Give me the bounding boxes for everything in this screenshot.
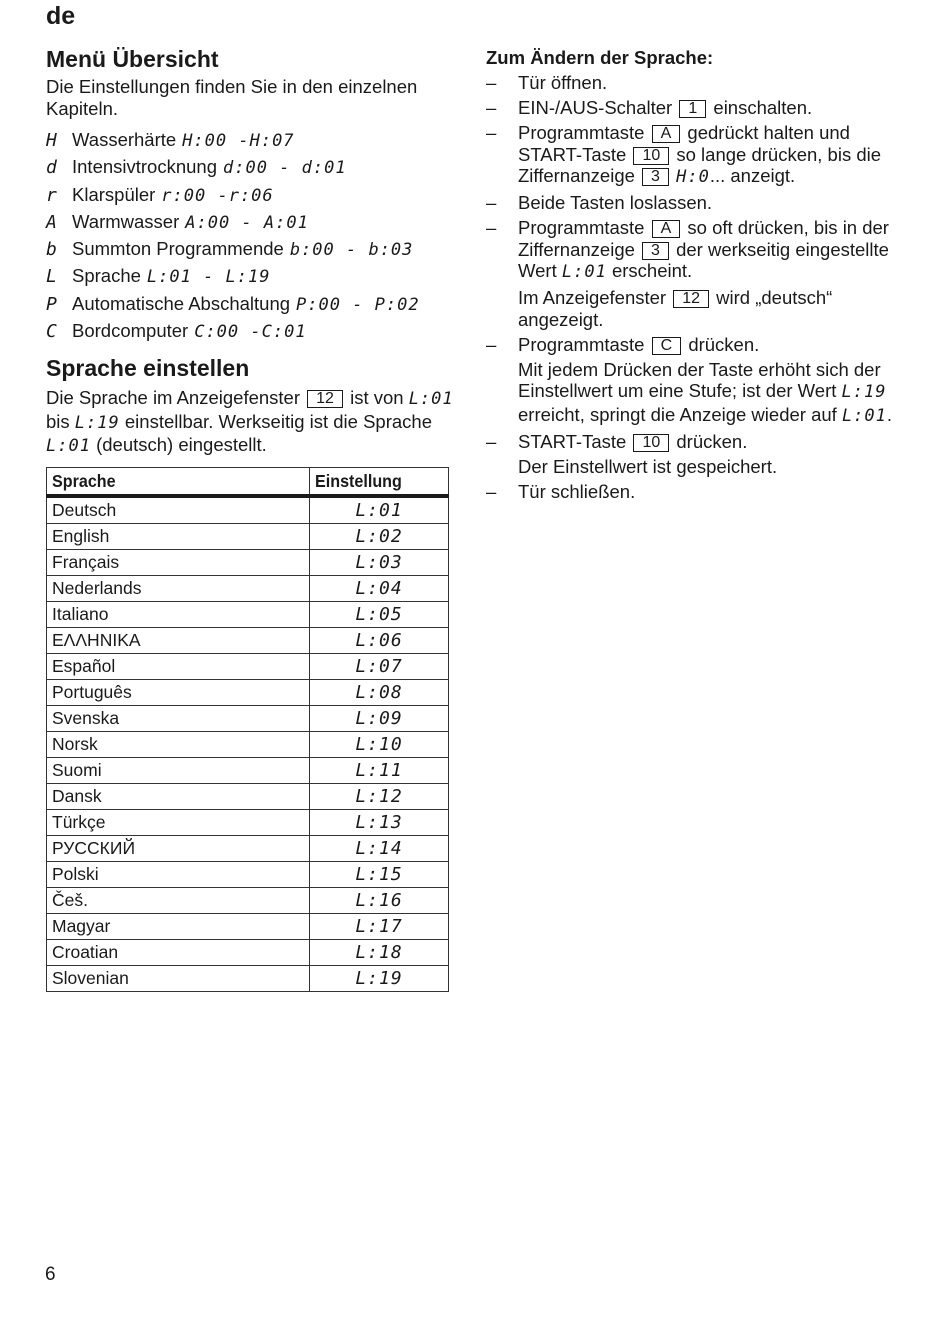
language-name: Slovenian xyxy=(47,966,310,992)
menu-label: Intensivtrocknung xyxy=(72,156,218,178)
step-close-door: – Tür schließen. xyxy=(486,480,636,502)
language-name: Norsk xyxy=(47,732,310,758)
digit-display-ref: 3 xyxy=(642,168,669,186)
menu-symbol: P xyxy=(46,293,57,315)
language-code-value: L:06 xyxy=(310,628,449,654)
step-release-keys: – Beide Tasten loslassen. xyxy=(486,192,713,213)
table-row xyxy=(47,654,449,680)
menu-symbol: d xyxy=(46,157,57,179)
header-language: Sprache xyxy=(47,468,289,497)
menu-range: b:00 - b:03 xyxy=(289,240,414,261)
menu-range: A:00 - A:01 xyxy=(185,212,309,233)
step-press-program-key: – Programmtaste A so oft drücken, bis in der Ziffernanzeige 3 der werkseitig eingestellte Wert L:01 erscheint. xyxy=(486,217,889,282)
note-saved: Der Einstellwert ist gespeichert. xyxy=(518,455,778,477)
language-code-value: L:03 xyxy=(310,550,449,576)
language-name: РУССКИЙ xyxy=(47,836,310,862)
table-row xyxy=(47,836,449,862)
language-intro: Die Sprache im Anzeigefenster 12 ist von L:01 bis L:19 einstellbar. Werkseitig ist die Sprache L:01 (deutsch) eingestellt. xyxy=(46,387,454,457)
table-row xyxy=(47,810,449,836)
table-header-row xyxy=(47,468,449,497)
table-row xyxy=(47,576,449,602)
menu-symbol: L xyxy=(46,266,57,288)
steps-title: Zum Ändern der Sprache: xyxy=(486,47,714,68)
menu-label: Automatische Abschaltung xyxy=(72,292,291,314)
language-name: Svenska xyxy=(47,706,310,732)
note-display-deutsch: Im Anzeigefenster 12 wird „deutsch“ angezeigt. xyxy=(518,287,833,330)
language-code-value: L:12 xyxy=(310,784,449,810)
language-name: Dansk xyxy=(47,784,310,810)
language-name: Polski xyxy=(47,862,310,888)
menu-item-rinse-aid xyxy=(46,184,456,211)
table-row xyxy=(47,602,449,628)
language-code-value: L:15 xyxy=(310,862,449,888)
language-code-value: L:19 xyxy=(310,966,449,992)
menu-range: d:00 - d:01 xyxy=(223,158,347,179)
right-column xyxy=(486,46,906,506)
language-code-value: L:01 xyxy=(310,496,449,524)
menu-item-water-hardness xyxy=(46,129,456,156)
menu-item-board-computer xyxy=(46,320,456,347)
menu-range: L:01 - L:19 xyxy=(146,267,271,288)
language-name: Nederlands xyxy=(47,576,310,602)
table-row xyxy=(47,888,449,914)
table-row xyxy=(47,706,449,732)
menu-range: C:00 -C:01 xyxy=(194,322,307,343)
display-code: L:19 xyxy=(841,382,887,402)
start-key-ref: 10 xyxy=(633,434,669,452)
table-row xyxy=(47,628,449,654)
page-number: 6 xyxy=(45,1264,56,1285)
table-row xyxy=(47,550,449,576)
menu-range: H:00 -H:07 xyxy=(182,131,295,151)
language-setting-title: Sprache einstellen xyxy=(46,355,250,382)
menu-overview-title: Menü Übersicht xyxy=(46,46,219,72)
table-row xyxy=(47,784,449,810)
menu-label: Sprache xyxy=(72,265,141,287)
menu-item-hot-water xyxy=(46,211,456,238)
language-name: Italiano xyxy=(47,602,310,628)
menu-label: Bordcomputer xyxy=(72,320,189,342)
language-table xyxy=(46,467,449,992)
menu-label: Warmwasser xyxy=(72,210,180,232)
step-press-start: – START-Taste 10 drücken. xyxy=(486,430,748,452)
language-name: Português xyxy=(47,680,310,706)
digit-display-ref: 3 xyxy=(642,242,669,260)
start-key-ref: 10 xyxy=(633,147,669,165)
menu-item-language xyxy=(46,265,456,292)
table-row xyxy=(47,758,449,784)
menu-symbol: C xyxy=(46,321,57,343)
language-code-value: L:05 xyxy=(310,602,449,628)
language-name: Español xyxy=(47,654,310,680)
language-code-value: L:09 xyxy=(310,706,449,732)
language-name: ΕΛΛΗΝΙΚΑ xyxy=(47,628,310,654)
language-name: Türkçe xyxy=(47,810,310,836)
language-name: Deutsch xyxy=(47,496,310,524)
menu-label: Summton Programmende xyxy=(72,238,284,260)
menu-item-auto-off xyxy=(46,293,456,320)
menu-item-buzzer xyxy=(46,238,456,265)
table-row xyxy=(47,940,449,966)
language-code-value: L:04 xyxy=(310,576,449,602)
language-code-value: L:14 xyxy=(310,836,449,862)
step-open-door: – Tür öffnen. xyxy=(486,72,608,93)
language-code-value: L:02 xyxy=(310,524,449,550)
menu-range: r:00 -r:06 xyxy=(161,185,274,206)
language-name: Magyar xyxy=(47,914,310,940)
code-default: L:01 xyxy=(46,436,91,457)
language-code-value: L:08 xyxy=(310,680,449,706)
language-name: Suomi xyxy=(47,758,310,784)
menu-item-intensive-drying xyxy=(46,156,456,183)
code-max: L:19 xyxy=(74,412,120,433)
power-switch-ref: 1 xyxy=(679,100,706,118)
menu-intro: Die Einstellungen finden Sie in den einzelnen Kapiteln. xyxy=(46,76,418,119)
header-setting: Einstellung xyxy=(310,468,438,497)
table-row xyxy=(47,914,449,940)
language-code-value: L:10 xyxy=(310,732,449,758)
step-switch-on: – EIN-/AUS-Schalter 1 einschalten. xyxy=(486,97,813,118)
language-code: de xyxy=(46,2,76,30)
language-code-value: L:17 xyxy=(310,914,449,940)
menu-label: Wasserhärte xyxy=(72,129,177,150)
language-code-value: L:16 xyxy=(310,888,449,914)
table-row xyxy=(47,732,449,758)
menu-symbol: b xyxy=(46,239,57,261)
language-code-value: L:18 xyxy=(310,940,449,966)
table-row xyxy=(47,680,449,706)
code-min: L:01 xyxy=(408,389,454,410)
language-code-value: L:13 xyxy=(310,810,449,836)
display-window-ref: 12 xyxy=(673,290,709,308)
menu-range: P:00 - P:02 xyxy=(296,294,420,315)
step-press-c: – Programmtaste C drücken. xyxy=(486,333,760,355)
language-name: Croatian xyxy=(47,940,310,966)
program-key-c-ref: C xyxy=(652,337,682,355)
display-code: L:01 xyxy=(841,405,887,426)
menu-symbol: H xyxy=(46,130,57,151)
table-row xyxy=(47,524,449,550)
left-column xyxy=(46,44,456,458)
menu-symbol: A xyxy=(46,211,57,233)
menu-list xyxy=(46,129,456,347)
note-increment: Mit jedem Drücken der Taste erhöht sich der Einstellwert um eine Stufe; ist der Wert L:19 erreicht, springt die Anzeige wieder auf L:01. xyxy=(518,358,893,426)
program-key-ref: A xyxy=(652,125,681,143)
table-row xyxy=(47,496,449,524)
program-key-ref: A xyxy=(652,220,681,238)
table-row xyxy=(47,862,449,888)
menu-symbol: r xyxy=(46,184,57,206)
language-name: Français xyxy=(47,550,310,576)
table-row xyxy=(47,966,449,992)
step-hold-keys: – Programmtaste A gedrückt halten und START-Taste 10 so lange drücken, bis die Ziffernanzeige 3 H:0... anzeigt. xyxy=(486,122,882,187)
language-code-value: L:07 xyxy=(310,654,449,680)
language-name: English xyxy=(47,524,310,550)
display-window-ref: 12 xyxy=(307,390,343,408)
display-code: L:01 xyxy=(561,262,607,282)
display-code: H:0 xyxy=(676,167,710,187)
menu-label: Klarspüler xyxy=(72,183,156,205)
language-name: Češ. xyxy=(47,888,310,914)
language-code-value: L:11 xyxy=(310,758,449,784)
